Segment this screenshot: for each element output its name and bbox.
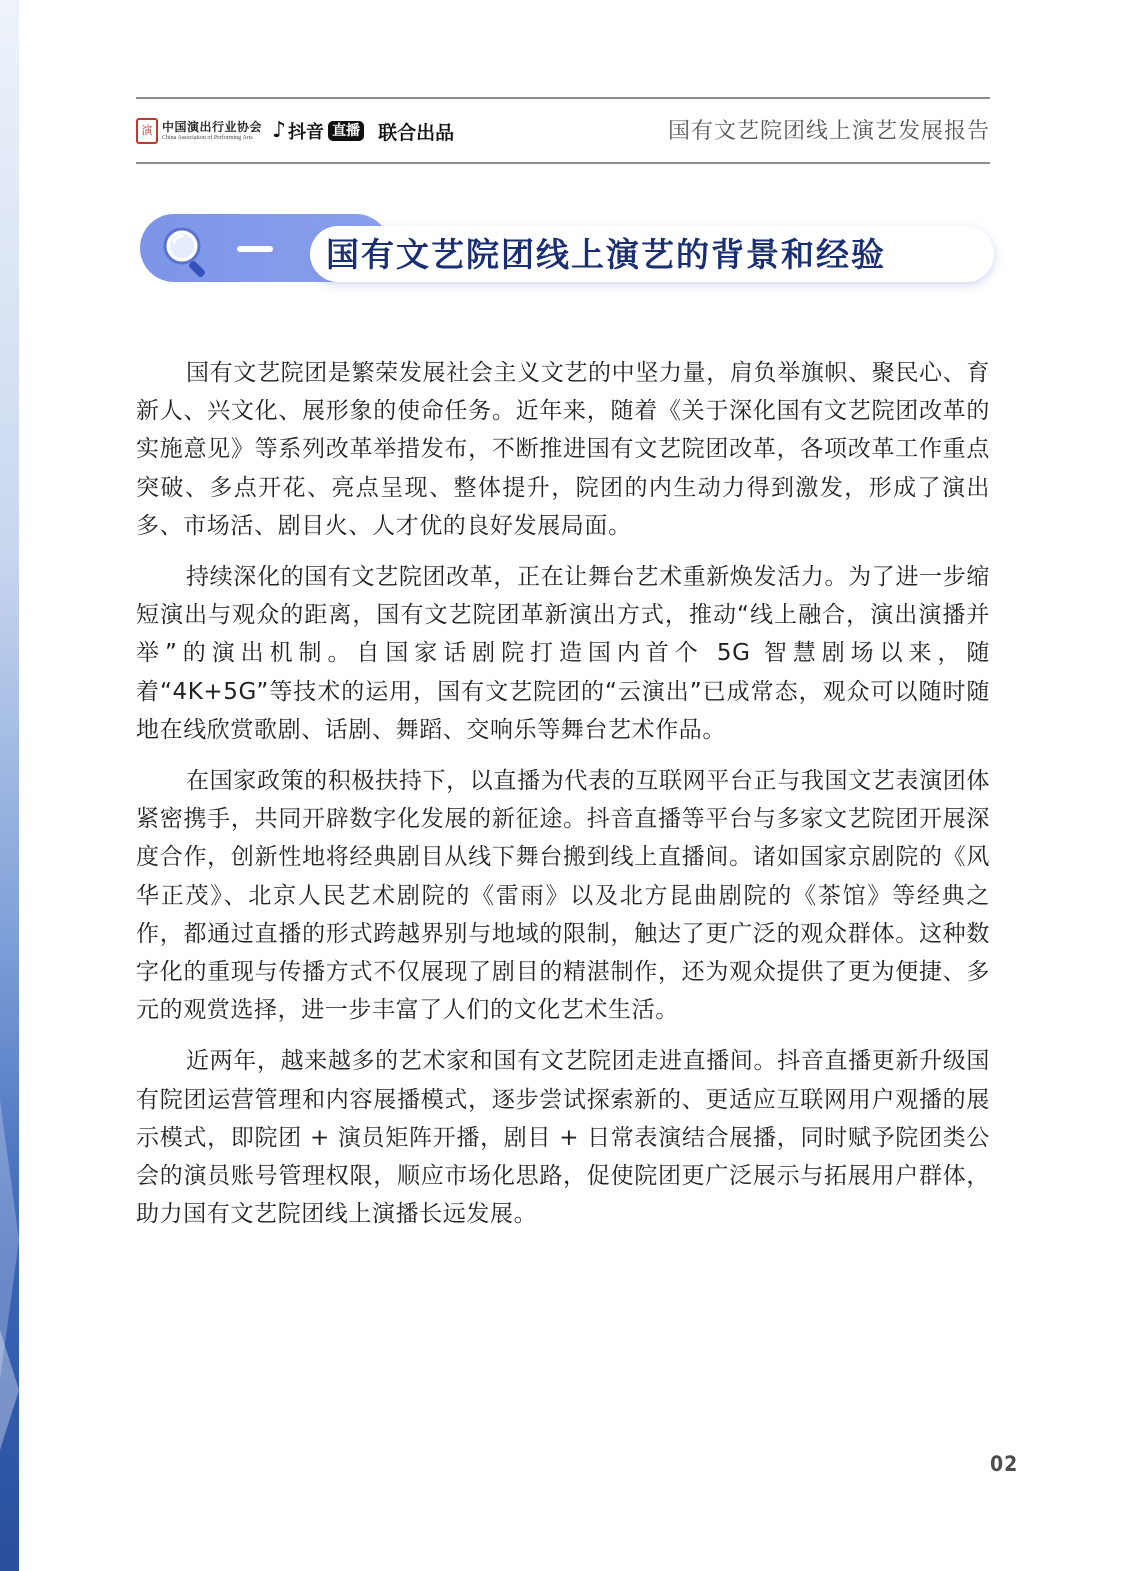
cpaa-name-cn: 中国演出行业协会	[162, 120, 263, 134]
body-content	[136, 354, 990, 1246]
header-logos	[136, 112, 454, 150]
douyin-live-logo	[272, 118, 364, 144]
report-title: 国有文艺院团线上演艺发展报告	[667, 119, 990, 144]
section-heading-banner	[140, 214, 1000, 286]
header-top-rule	[136, 97, 990, 99]
strip-facet	[0, 1330, 19, 1450]
douyin-name: 抖音	[288, 122, 325, 143]
paragraph: 近两年，越来越多的艺术家和国有文艺院团走进直播间。抖音直播更新升级国有院团运营管理和内容展播模式，逐步尝试探索新的、更适应互联网用户观播的展示模式，即院团 + 演员矩阵开播，剧目 + 日常表演结合展播，同时赋予院团类公会的演员账号管理权限，顺应市场化思路，促使院团更广泛展示与拓展用户群体，助力国有文艺院团线上演播长远发展。	[136, 1048, 990, 1228]
douyin-note-icon: ♪	[272, 118, 287, 143]
cpaa-logo-text	[162, 120, 262, 142]
cpaa-seal-logo: 演	[136, 118, 158, 144]
paragraph: 在国家政策的积极扶持下，以直播为代表的互联网平台正与我国文艺表演团体紧密携手，共同开辟数字化发展的新征途。抖音直播等平台与多家文艺院团开展深度合作，创新性地将经典剧目从线下舞台搬到线上直播间。诸如国家京剧院的《风华正茂》、北京人民艺术剧院的《雷雨》以及北方昆曲剧院的《茶馆》等经典之作，都通过直播的形式跨越界别与地域的限制，触达了更广泛的观众群体。这种数字化的重现与传播方式不仅展现了剧目的精湛制作，还为观众提供了更为便捷、多元的观赏选择，进一步丰富了人们的文化艺术生活。	[136, 768, 990, 1024]
section-title: 国有文艺院团线上演艺的背景和经验	[326, 235, 886, 274]
live-badge: 直播	[328, 121, 364, 141]
jointly-produced-label: 联合出品	[378, 121, 455, 144]
paragraph: 持续深化的国有文艺院团改革，正在让舞台艺术重新焕发活力。为了进一步缩短演出与观众的距离，国有文艺院团革新演出方式，推动“线上融合，演出演播并举”的演出机制。自国家话剧院打造国内首个 5G 智慧剧场以来，随着“4K+5G”等技术的运用，国有文艺院团的“云演出”已成常态，观众可以随时随地在线欣赏歌剧、话剧、舞蹈、交响乐等舞台艺术作品。	[136, 564, 990, 743]
paragraph: 国有文艺院团是繁荣发展社会主义文艺的中坚力量，肩负举旗帜、聚民心、育新人、兴文化、展形象的使命任务。近年来，随着《关于深化国有文艺院团改革的实施意见》等系列改革举措发布，不断推进国有文艺院团改革，各项改革工作重点突破、多点开花、亮点呈现、整体提升，院团的内生动力得到激发，形成了演出多、市场活、剧目火、人才优的良好发展局面。	[136, 360, 990, 539]
page-number: 02	[990, 1452, 1019, 1476]
header-bottom-rule	[136, 162, 990, 164]
section-number-dash	[237, 246, 273, 252]
magnifier-icon	[160, 224, 212, 280]
cpaa-name-en: China Association of Performing Arts	[162, 135, 253, 141]
side-decoration-strip	[0, 0, 19, 1571]
